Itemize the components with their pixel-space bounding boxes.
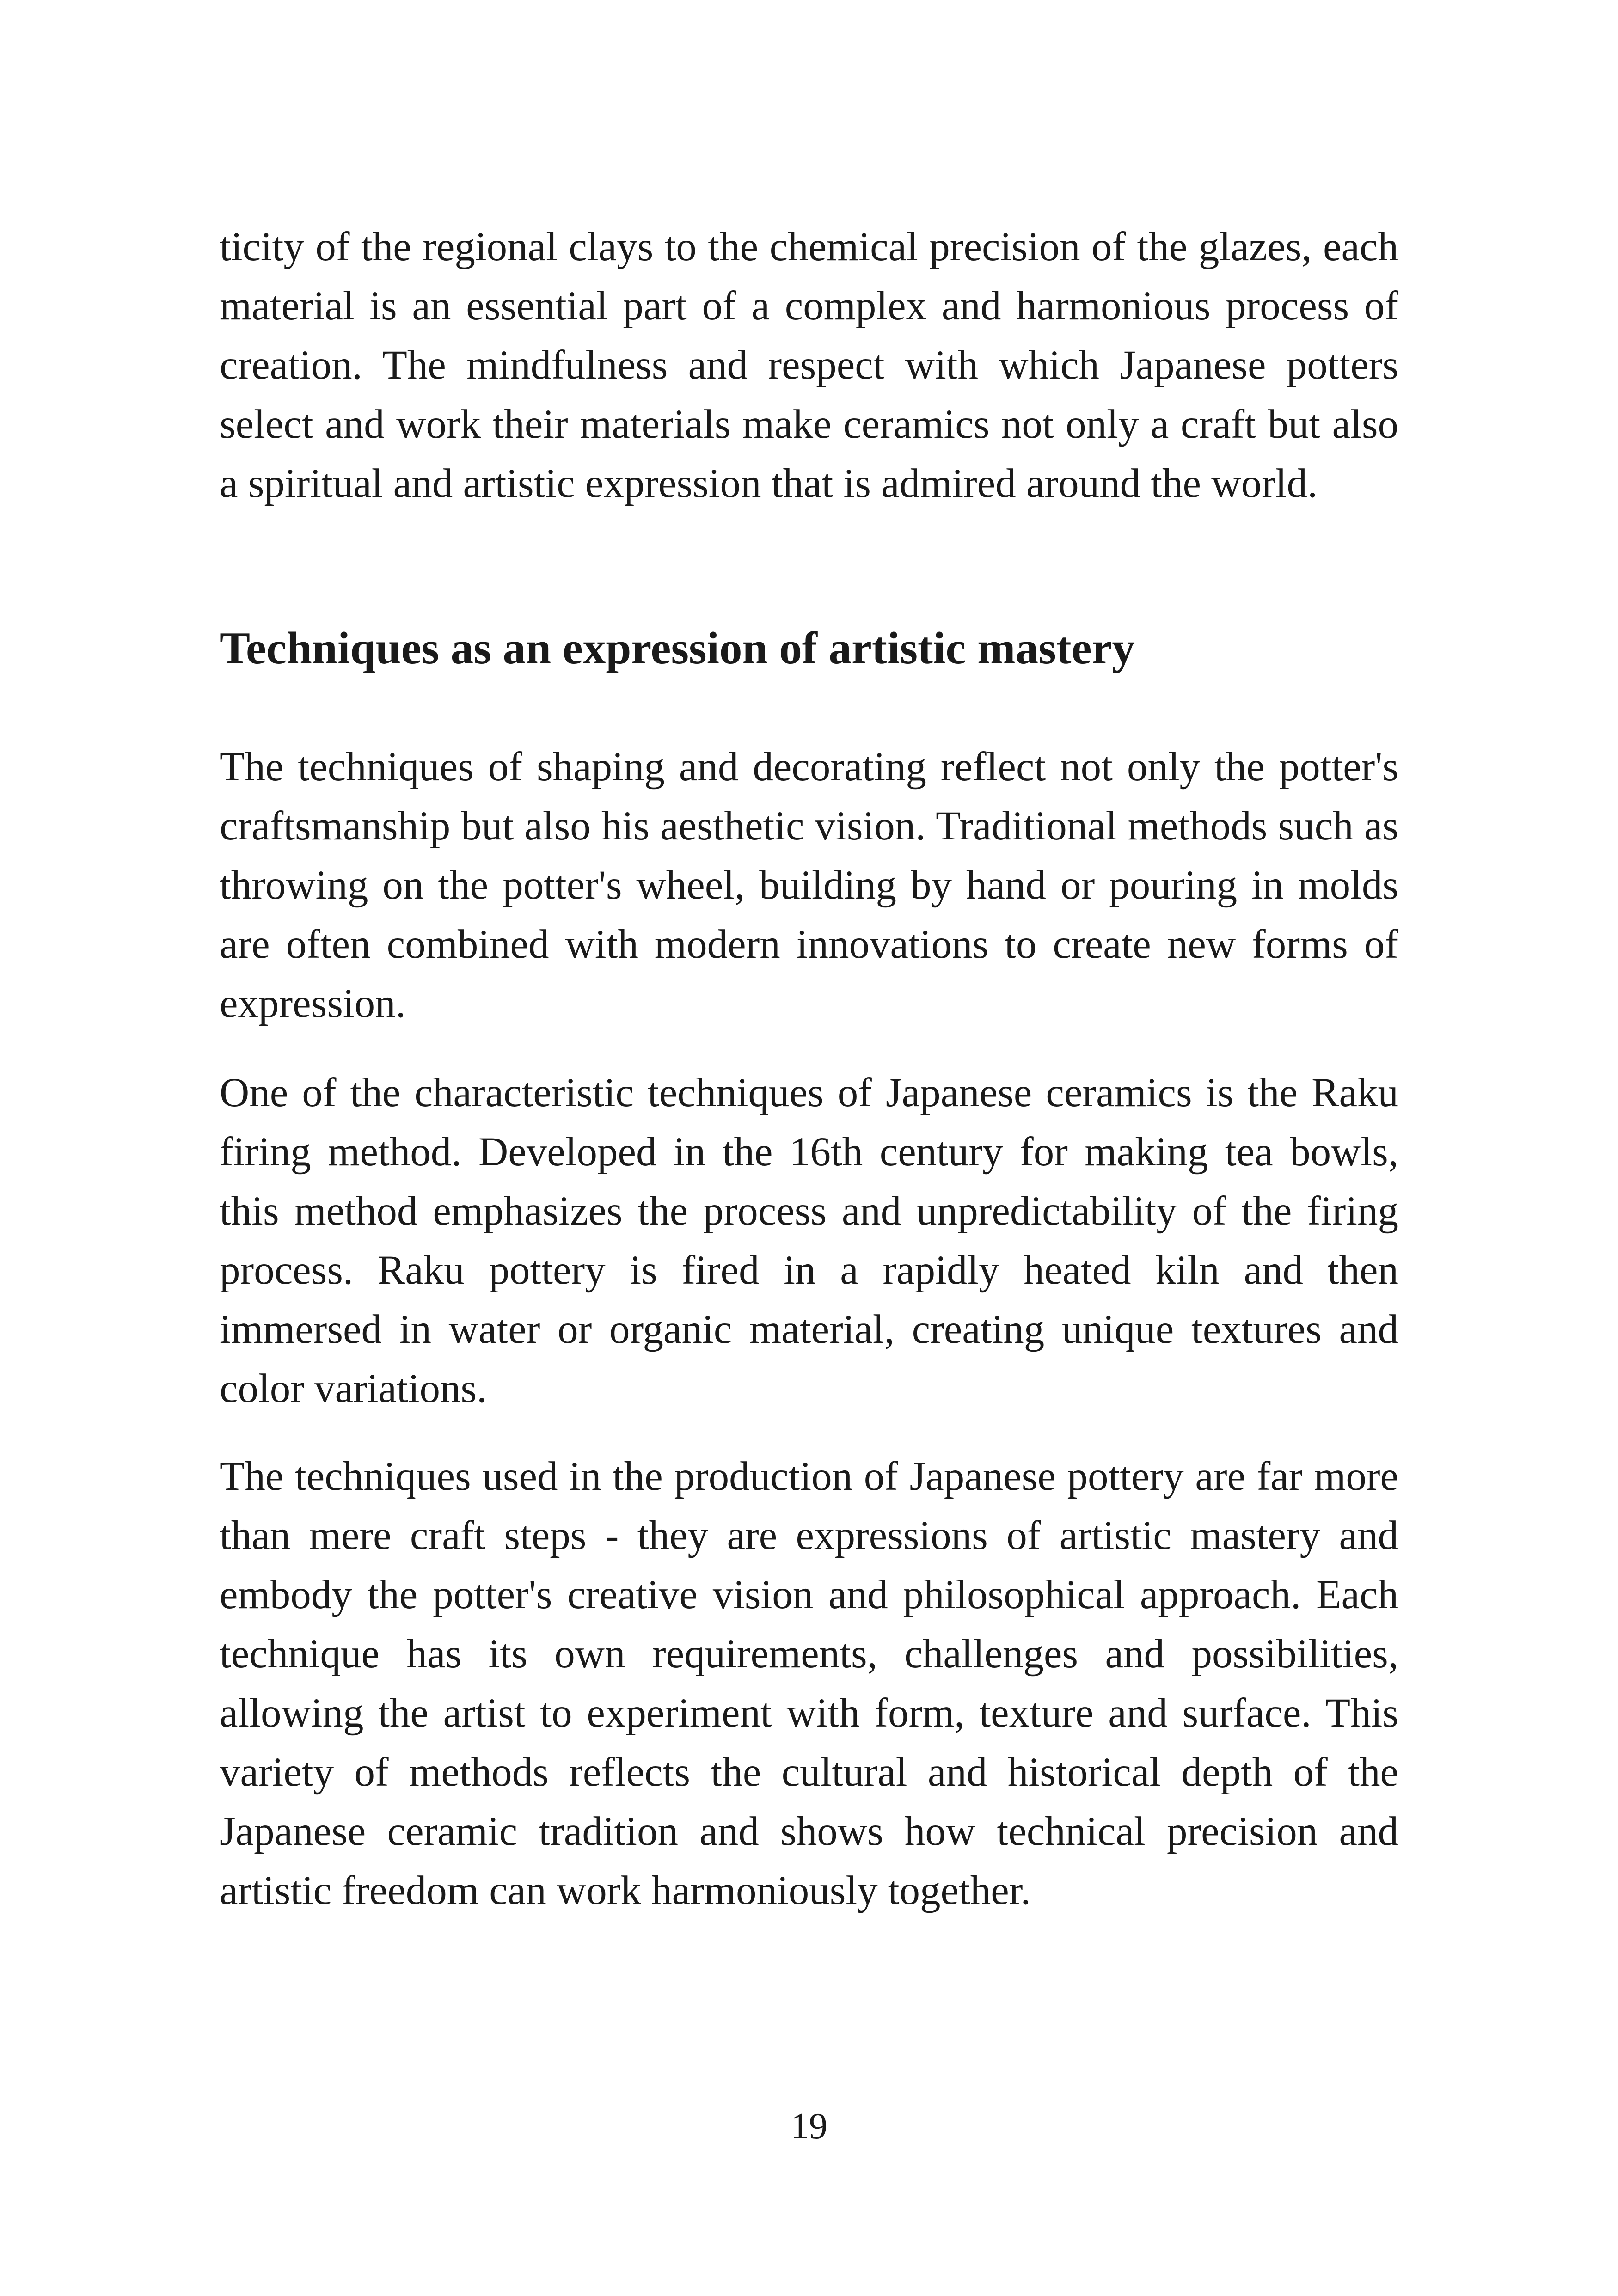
intro-paragraph: ticity of the regional clays to the chemical precision of the glazes, each material is an essential part of a complex and harmonious process of creation. The mindfulness and respect with which Japanese potters select and work their materials make ceramics not only a craft but also a spiritual and artistic expression that is admired around the world. (220, 224, 1398, 506)
section-heading: Techniques as an expression of artistic mastery (220, 623, 1135, 673)
body-paragraph-2: One of the characteristic techniques of Japanese ceramics is the Raku firing method. Developed in the 16th century for making tea bowls, this method emphasizes the process and unpredictability of the firing process. Raku pottery is fired in a rapidly heated kiln and then immersed in water or organic material, creating unique textures and color variations. (220, 1070, 1398, 1411)
page-number: 19 (791, 2106, 827, 2147)
body-paragraph-1: The techniques of shaping and decorating reflect not only the potter's craftsmanship but also his aesthetic vision. Traditional methods such as throwing on the potter's wheel, building by hand or pouring in molds are often combined with modern innovations to create new forms of expression. (220, 744, 1398, 1026)
body-paragraph-3: The techniques used in the production of Japanese pottery are far more than mere craft steps - they are expressions of artistic mastery and embody the potter's creative vision and philosophical approach. Each technique has its own requirements, challenges and possibilities, allowing the artist to experiment with form, texture and surface. This variety of methods reflects the cultural and historical depth of the Japanese ceramic tradition and shows how technical precision and artistic freedom can work harmoniously together. (220, 1454, 1398, 1913)
